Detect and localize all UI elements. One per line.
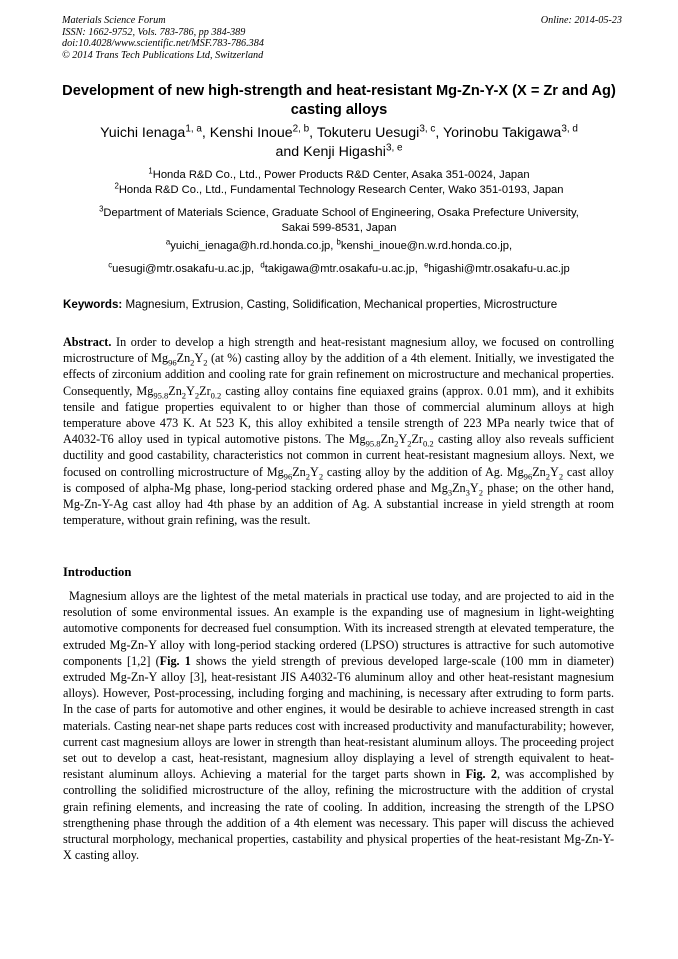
introduction-paragraph bbox=[63, 588, 614, 863]
abstract-text: cast alloy is composed of alpha-Mg phase, long-period stacking ordered phase and bbox=[63, 464, 614, 495]
abstract-paragraph bbox=[63, 334, 614, 528]
paper-title: Development of new high-strength and heat-resistant Mg-Zn-Y-X (X = Zr and Ag) casting alloys bbox=[62, 83, 616, 118]
keywords-text: Magnesium, Extrusion, Casting, Solidification, Mechanical properties, Microstructure bbox=[122, 298, 558, 311]
author-affiliation-mark: 1, a bbox=[185, 123, 202, 135]
affiliation-text: Honda R&D Co., Ltd., Fundamental Technology Research Center, Wako 351-0193, Japan bbox=[118, 184, 564, 196]
formula: $Mg_{96}Zn_2Y_2$ bbox=[151, 351, 208, 368]
author-name: Kenshi Inoue bbox=[209, 125, 293, 141]
formula: $Mg_{96}Zn_2Y_2$ bbox=[266, 464, 324, 482]
abstract-label: Abstract. bbox=[63, 335, 112, 349]
keywords bbox=[63, 297, 623, 312]
figure-reference: Fig. 2 bbox=[465, 767, 497, 782]
author-separator: , bbox=[435, 125, 443, 141]
affiliation-3 bbox=[52, 206, 626, 236]
author-conjunction: and bbox=[275, 144, 304, 160]
abstract-text: casting alloy contains fine equiaxed grains (approx. 0.01 mm), and it exhibits tensile and fatigue properties equivalent to or higher than those of commercial aluminum alloys at high temperature above 473 K. At 523 K, this alloy exhibited a tensile strength of 223 MPa nearly twice that of A4032-T6 alloy used in typical automotive pistons. The bbox=[63, 383, 614, 447]
keywords-label: Keywords: bbox=[63, 298, 123, 311]
abstract-text: phase; on the other hand, Mg-Zn-Y-Ag cast alloy had 4th phase by an addition of Ag. A substantial increase in yield strength at room temperature, without grain refining, was the result. bbox=[63, 480, 614, 528]
email-mark: c bbox=[108, 260, 113, 270]
author-separator: , bbox=[201, 125, 210, 141]
journal-name: Materials Science Forum bbox=[62, 15, 166, 26]
email-address: takigawa@mtr.osakafu-u.ac.jp bbox=[264, 263, 415, 275]
online-date: Online: 2014-05-23 bbox=[540, 15, 622, 26]
author-affiliation-mark: 3, c bbox=[419, 123, 436, 135]
affiliation-text: Honda R&D Co., Ltd., Power Products R&D Center, Asaka 351-0024, Japan bbox=[152, 169, 530, 181]
introduction-text: shows the yield strength of previous developed large-scale (100 mm in diameter) extruded Mg-Zn-Y alloy [3], heat-resistant JIS A4032-T6 aluminum alloy and other heat-resistant magnesium alloys). However, Post-processing, including forging and machining, is necessary after extruding to form parts. In the case of parts for automotive and other engines, it would be desirable to achieve increased strength in cast materials. Casting near-net shape parts reduces cost with increased productivity and manufacturability; however, current cast magnesium alloys are lower in strength than heat-resistant aluminum alloys. The proceeding project set out to develop a cast, heat-resistant, magnesium alloy displaying a level of strength equivalent to heat-resistant aluminum alloys. Achieving a material for the target parts shown in bbox=[63, 653, 614, 782]
abstract-text: In order to develop a high strength and heat-resistant magnesium alloy, we focused on controlling microstructure of bbox=[63, 335, 614, 366]
author-list bbox=[52, 124, 626, 162]
author-name: Kenji Higashi bbox=[303, 144, 386, 160]
section-heading-introduction: Introduction bbox=[63, 565, 132, 579]
formula: $Mg_{95.8}Zn_2Y_2Zr_{0.2}$ bbox=[348, 432, 434, 449]
author-affiliation-mark: 2, b bbox=[292, 123, 310, 135]
affiliation-text: Sakai 599-8531, Japan bbox=[281, 222, 397, 234]
issn-line: ISSN: 1662-9752, Vols. 783-786, pp 384-389 bbox=[62, 26, 246, 38]
formula: $Mg_3Zn_3Y_2$ bbox=[430, 480, 483, 498]
email-line-1: $^a$yuichi_ienaga@h.rd.honda.co.jp, $^b$kenshi_inoue@n.w.rd.honda.co.jp, bbox=[165, 237, 513, 252]
email-mark: d bbox=[260, 260, 265, 270]
author-affiliation-mark: 3, e bbox=[385, 142, 403, 154]
author-separator: , bbox=[309, 125, 317, 141]
affiliation-2 bbox=[52, 183, 626, 198]
email-mark: a bbox=[165, 237, 171, 247]
abstract-text: casting alloy also reveals sufficient ductility and good castability, characteristics not common in current heat-resistant magnesium alloys. Next, we focused on controlling microstructure of bbox=[63, 432, 614, 479]
affiliation-text: Department of Materials Science, Graduate School of Engineering, Osaka Prefecture University, bbox=[103, 207, 579, 219]
author-name: Yuichi Ienaga bbox=[100, 125, 186, 141]
email-mark: b bbox=[336, 237, 341, 247]
copyright-line: © 2014 Trans Tech Publications Ltd, Switzerland bbox=[62, 49, 264, 61]
formula: $Mg_{95.8}Zn_2Y_2Zr_{0.2}$ bbox=[136, 383, 222, 401]
abstract-text: (at %) casting alloy by the addition of a 4th element. Initially, we investigated the effects of zirconium addition and cooling rate for grain refinement on microstructure and mechanical properties. Consequently, bbox=[63, 351, 615, 398]
email-mark: e bbox=[424, 260, 429, 270]
introduction-text: Magnesium alloys are the lightest of the metal materials in practical use today, and are projected to aid in the resolution of some environmental issues. An example is the expanding use of magnesium in light-weighting automotive components for decreased fuel consumption. With its increased strength at elevated temperature, the extruded Mg-Zn-Y alloy with long-period stacking ordered (LPSO) structures is attractive for such automotive components [1,2] ( bbox=[63, 589, 614, 668]
author-affiliation-mark: 3, d bbox=[561, 123, 578, 135]
email-line-2: $^c$uesugi@mtr.osakafu-u.ac.jp, $^d$takigawa@mtr.osakafu-u.ac.jp, $^e$higashi@mtr.osakafu-u.ac.jp bbox=[108, 260, 570, 275]
email-address: kenshi_inoue@n.w.rd.honda.co.jp bbox=[340, 240, 509, 252]
journal-header bbox=[62, 15, 622, 61]
formula: $Mg_{96}Zn_2Y_2$ bbox=[506, 464, 564, 482]
author-name: Yorinobu Takigawa bbox=[442, 125, 562, 141]
abstract-text: casting alloy by the addition of Ag. bbox=[323, 464, 507, 479]
email-address: uesugi@mtr.osakafu-u.ac.jp bbox=[112, 263, 252, 275]
affiliation-mark: 2 bbox=[114, 181, 119, 191]
affiliation-mark: 3 bbox=[99, 204, 104, 214]
email-address: higashi@mtr.osakafu-u.ac.jp bbox=[428, 263, 570, 275]
affiliation-mark: 1 bbox=[148, 166, 153, 176]
introduction-text: , was accomplished by controlling the solidified microstructure of the alloy, refining the microstructure with the addition of crystal grain refining elements, and increasing the rate of cooling. In addition, increasing the strength of the LPSO strengthening phase through the addition of a 4th element was necessary. This paper will discuss the achieved structural morphology, mechanical properties, castability and physical properties of the heat-resistant Mg-Zn-Y-X casting alloy. bbox=[63, 767, 615, 863]
email-address: yuichi_ienaga@h.rd.honda.co.jp bbox=[170, 240, 331, 252]
affiliation-1 bbox=[52, 168, 626, 183]
author-name: Tokuteru Uesugi bbox=[316, 125, 420, 141]
doi-line: doi:10.4028/www.scientific.net/MSF.783-786.384 bbox=[62, 38, 264, 50]
figure-reference: Fig. 1 bbox=[159, 653, 191, 668]
